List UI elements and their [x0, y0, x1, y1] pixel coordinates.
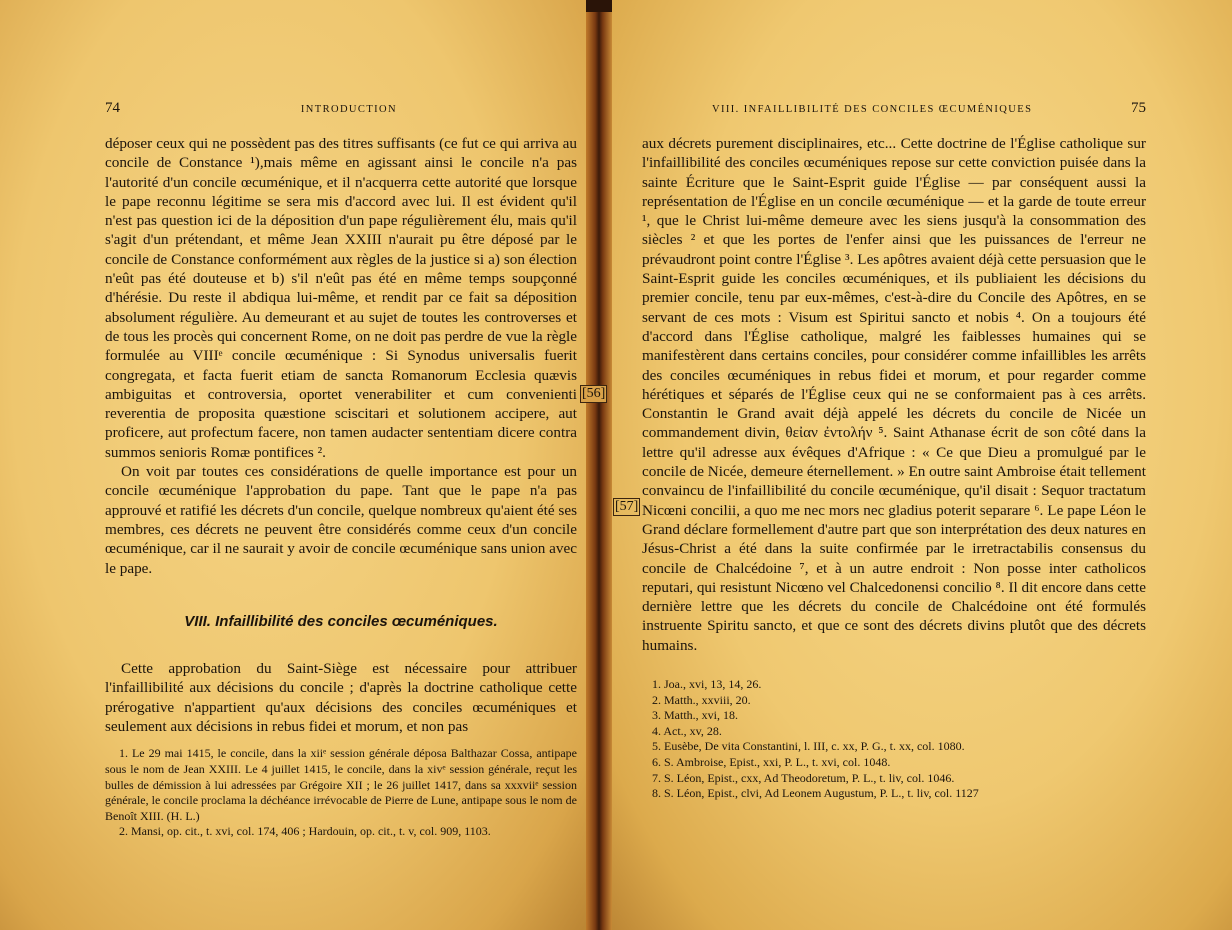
left-running-head: [105, 100, 577, 134]
footnote: 2. Mansi, op. cit., t. xvi, col. 174, 406 ; Hardouin, op. cit., t. v, col. 909, 1103.: [119, 824, 491, 839]
left-running-title: INTRODUCTION: [300, 104, 397, 115]
right-running-title: VIII. INFAILLIBILITÉ DES CONCILES ŒCUMÉNIQUES: [712, 104, 1033, 115]
section-heading: VIII. Infaillibilité des conciles œcuméniques.: [184, 612, 498, 630]
left-page: [0, 0, 592, 930]
footnote: 1. Joa., xvi, 13, 14, 26.: [652, 677, 762, 692]
right-paragraph-1: aux décrets purement disciplinaires, etc... Cette doctrine de l'Église catholique sur l'infaillibilité des conciles œcuméniques repose sur cette conviction puisée dans la sainte Écriture que le Saint-Esprit guide l'Église — par conséquent aussi la représentation de l'Église en un concile œcuménique — et la garde de toute erreur ¹, que le Christ lui-même demeure avec les siens jusqu'à la consommation des siècles ² et que les portes de l'enfer ainsi que les puissances de l'erreur ne prévaudront point contre l'Église ³. Les apôtres avaient déjà cette persuasion que le Saint-Esprit guide les conciles œcuméniques, et ils publiaient les décisions du premier concile, tenu par eux-mêmes, c'est-à-dire du Concile des Apôtres, en se servant de ces mots : Visum est Spiritui sancto et nobis ⁴. On a toujours été d'accord dans l'Église catholique, malgré les faiblesses humaines qui se manifestèrent dans certains conciles, pour considérer comme infaillibles les arrêts des conciles œcuméniques in rebus fidei et morum, et pour regarder comme hérétiques et séparés de l'Église ceux qui ne se conformaient pas à ces arrêts. Constantin le Grand avait déjà appelé les décrets du concile de Nicée un commandement divin, θεἰαν ἐντολήν ⁵. Saint Athanase écrit de son côté dans la lettre qu'il adresse aux évêques d'Afrique : « Ce que Dieu a promulgué par le concile de Nicée, demeure éternellement. » En outre saint Ambroise était tellement convaincu de l'infaillibilité du concile œcuménique, qu'il disait : Sequor tractatum Nicœni concilii, a quo me nec mors nec gladius poterit separare ⁶. Le pape Léon le Grand déclare formellement d'autre part que son interprétation des deux natures en Jésus-Christ a été dans la suite confirmée par le irretractabilis consensus du concile de Chalcédoine ⁷, et à un autre endroit : Non posse inter catholicos reputari, qui resistunt Nicœno vel Chalcedonensi concilio ⁸. Il dit encore dans cette dernière lettre que les décrets du concile de Chalcédoine ont été formulés instruente Spiritu sancto, et que ce sont des décrets divins plutôt que des décrets humains.: [642, 135, 1146, 654]
footnote: 8. S. Léon, Epist., clvi, Ad Leonem Augustum, P. L., t. liv, col. 1127: [652, 786, 979, 801]
footnote: 5. Eusèbe, De vita Constantini, l. III, c. xx, P. G., t. xx, col. 1080.: [652, 739, 965, 754]
margin-page-marker-57: [57]: [615, 499, 639, 514]
left-text-column: [105, 100, 577, 840]
gutter-shadow: [586, 0, 612, 12]
right-text-column: [642, 100, 1146, 802]
left-paragraph-2: On voit par toutes ces considérations de quelle importance est pour un concile œcuménique l'approbation du pape. Tant que le pape n'a pas approuvé et ratifié les décrets d'un concile, quelque nombreux qu'aient été ses membres, ces décrets ne peuvent être considérés comme ceux d'un concile œcuménique, car il ne saurait y avoir de concile œcuménique sans union avec le pape.: [105, 463, 577, 577]
left-paragraph-1: déposer ceux qui ne possèdent pas des titres suffisants (ce fut ce qui arriva au concile de Constance ¹),mais même en agissant ainsi le concile n'a pas l'autorité d'un concile œcuménique, et il n'acquerra cette autorité que lorsque le pape reconnu légitime se sera mis d'accord avec lui. Il est évident qu'il n'est pas question ici de la déposition d'un pape régulièrement élu, mais qu'il s'agit d'un prétendant, et même Jean XXIII n'aurait pu être déposé par le concile de Constance conformément aux règles de la justice si a) son élection n'eût pas été douteuse et b) s'il n'eût pas été en même temps soupçonné d'hérésie. Du reste il abdiqua lui-même, et rendit par ce fait sa déposition absolument régulière. Au demeurant et au sujet de toutes les controverses et de tous les procès qui concernent Rome, on ne doit pas perdre de vue la règle formulée au VIIIᵉ concile œcuménique : Si Synodus universalis fuerit congregata, et facta fuerit etiam de sancta Romanorum Ecclesia quævis ambiguitas et controversia, oportet venerabiliter et cum convenienti reverentia de proposita quæstione sciscitari et solutionem accipere, aut proficere, aut profectum facere, non tamen audacter sententiam dicere contra summos senioris Romæ pontifices ².: [105, 135, 577, 461]
book-gutter: [586, 0, 612, 930]
right-body: [642, 134, 1146, 655]
right-footnotes: [642, 677, 1146, 802]
left-body: [105, 134, 577, 736]
left-footnotes: [105, 746, 577, 840]
margin-page-marker-56: [56]: [582, 386, 606, 401]
footnote: 4. Act., xv, 28.: [652, 723, 722, 738]
footnote: 1. Le 29 mai 1415, le concile, dans la xiiᵉ session générale déposa Balthazar Cossa, antipape sous le nom de Jean XXIII. Le 4 juillet 1415, le concile, dans la xivᵉ session générale, reçut les bulles de démission à lui adressées par Grégoire XII ; le 26 juillet 1417, dans sa xxxviiᵉ session générale, le concile proclama la déchéance irrévocable de Pierre de Lune, antipape sous le nom de Benoît XIII. (H. L.): [105, 746, 577, 823]
left-paragraph-3: Cette approbation du Saint-Siège est nécessaire pour attribuer l'infaillibilité aux décisions du concile ; d'après la doctrine catholique cette prérogative n'appartient qu'aux décisions des conciles œcuméniques et seulement aux décisions in rebus fidei et morum, et non pas: [105, 660, 577, 736]
right-running-head: [642, 100, 1146, 134]
footnote: 3. Matth., xvi, 18.: [652, 708, 738, 723]
left-page-number: 74: [105, 100, 120, 116]
right-page-number: 75: [1131, 100, 1146, 116]
footnote: 2. Matth., xxviii, 20.: [652, 692, 751, 707]
right-page: [606, 0, 1232, 930]
footnote: 7. S. Léon, Epist., cxx, Ad Theodoretum, P. L., t. liv, col. 1046.: [652, 770, 955, 785]
footnote: 6. S. Ambroise, Epist., xxi, P. L., t. xvi, col. 1048.: [652, 754, 891, 769]
